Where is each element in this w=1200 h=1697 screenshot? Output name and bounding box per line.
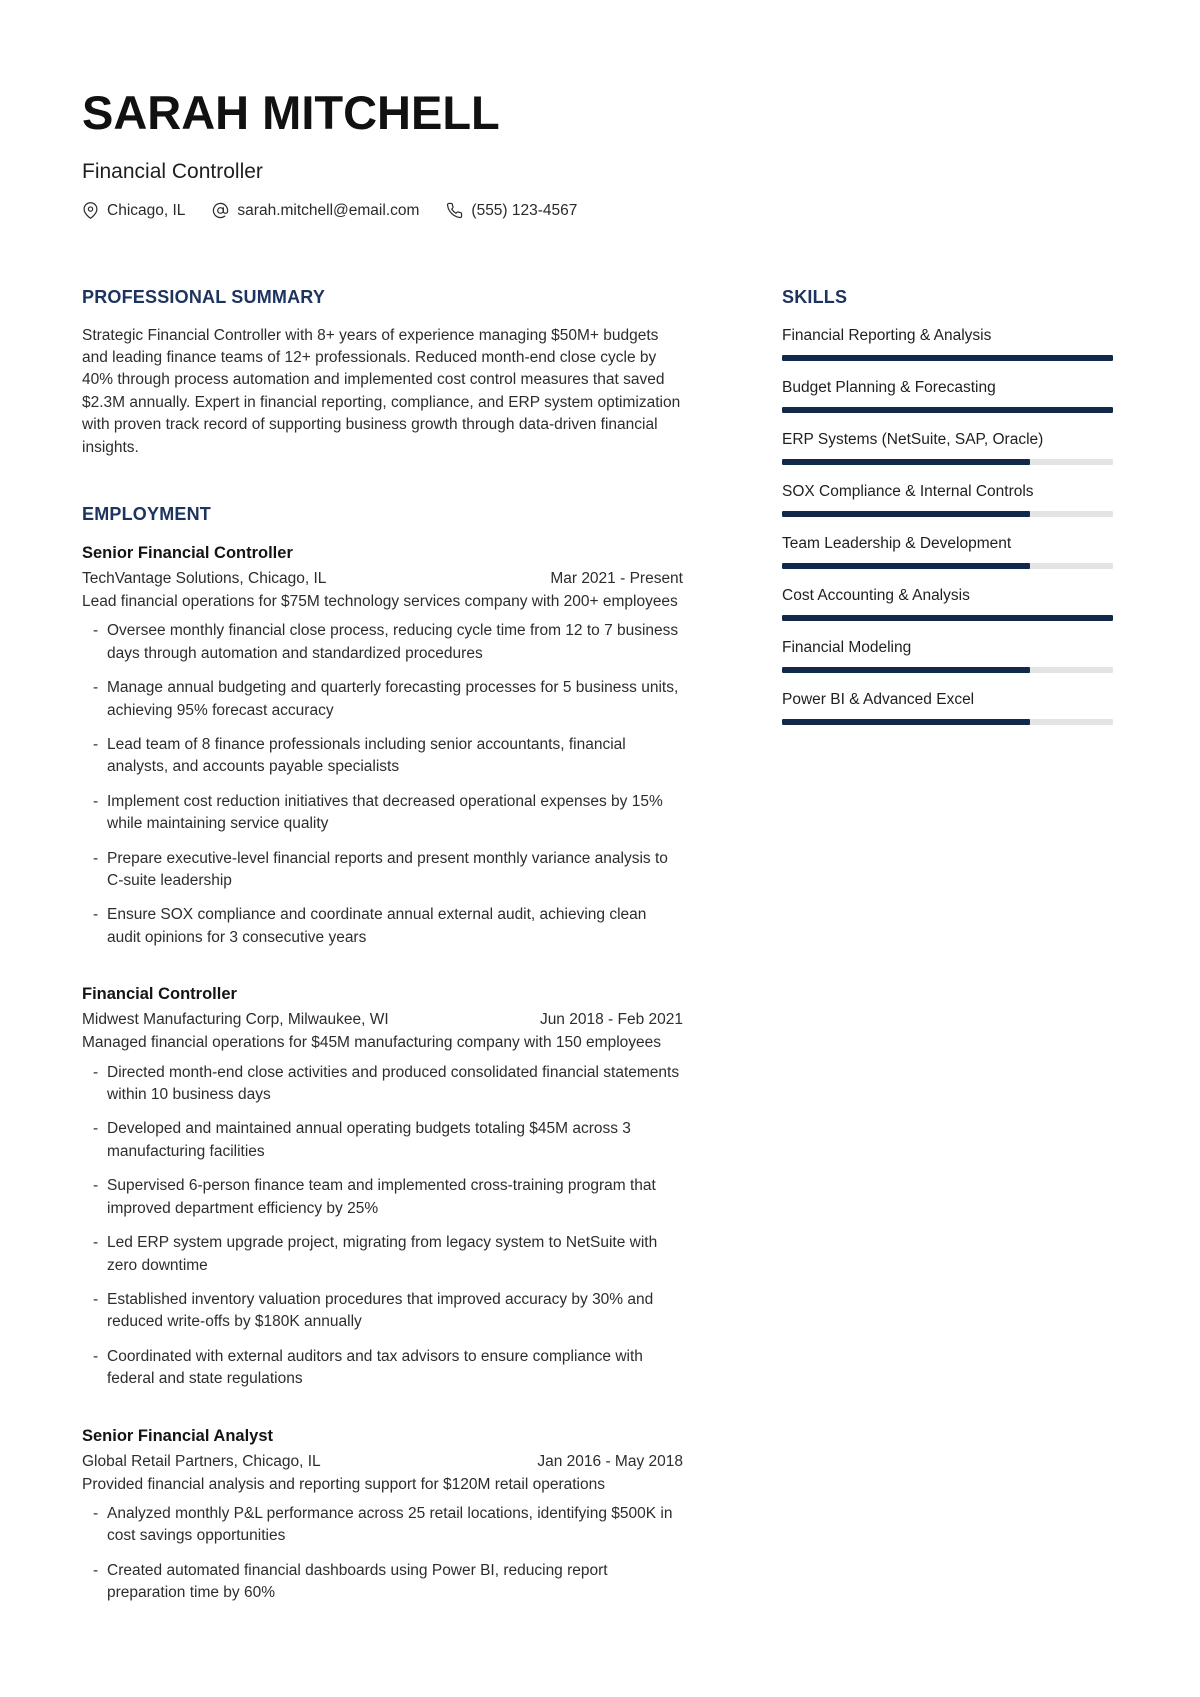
job-bullet	[82, 1062, 683, 1107]
resume-header	[82, 88, 1113, 220]
bullet-dash: -	[93, 1177, 99, 1195]
job-dates: Mar 2021 - Present	[550, 569, 683, 587]
skill-label: Cost Accounting & Analysis	[782, 586, 970, 604]
skill-bar-track	[782, 511, 1113, 517]
bullet-dash: -	[93, 1120, 99, 1138]
job-entry	[82, 983, 683, 1390]
map-pin-icon	[82, 202, 99, 219]
skill-item	[782, 533, 1113, 569]
contact-item	[82, 202, 185, 220]
bullet-dash: -	[93, 1234, 99, 1252]
job-bullet	[82, 1346, 683, 1391]
contact-text: Chicago, IL	[107, 201, 186, 219]
job-bullet	[82, 1118, 683, 1163]
skill-item	[782, 585, 1113, 621]
skill-bar-fill	[782, 667, 1030, 673]
contact-text: sarah.mitchell@email.com	[237, 201, 420, 219]
job-bullet	[82, 1289, 683, 1334]
skill-item	[782, 429, 1113, 465]
bullet-dash: -	[93, 1347, 99, 1365]
skill-bar-fill	[782, 615, 1113, 621]
bullet-text: Analyzed monthly P&L performance across 25 retail locations, identifying $500K in cost savings opportunities	[107, 1504, 673, 1545]
bullet-text: Coordinated with external auditors and tax advisors to ensure compliance with federal and state regulations	[107, 1347, 643, 1388]
bullet-text: Supervised 6-person finance team and implemented cross-training program that improved department efficiency by 25%	[107, 1177, 656, 1217]
contact-item	[446, 202, 577, 220]
skill-item	[782, 689, 1113, 725]
contact-text: (555) 123-4567	[471, 201, 578, 219]
skill-label: Budget Planning & Forecasting	[782, 378, 996, 396]
job-bullet	[82, 1560, 683, 1605]
skill-bar-track	[782, 459, 1113, 465]
job-summary: Managed financial operations for $45M manufacturing company with 150 employees	[82, 1034, 662, 1052]
bullet-dash: -	[93, 906, 99, 924]
bullet-text: Implement cost reduction initiatives that decreased operational expenses by 15% while maintaining service quality	[107, 792, 663, 833]
job-dates: Jan 2016 - May 2018	[537, 1452, 683, 1470]
skill-item	[782, 325, 1113, 361]
skill-label: Power BI & Advanced Excel	[782, 690, 975, 708]
skill-item	[782, 637, 1113, 673]
skill-bar-track	[782, 667, 1113, 673]
job-entry	[82, 1425, 683, 1605]
content-columns	[82, 286, 1113, 1605]
sidebar-column	[782, 286, 1113, 1605]
employment-section	[82, 503, 683, 1605]
job-company: TechVantage Solutions, Chicago, IL	[82, 569, 327, 587]
job-bullet	[82, 848, 683, 893]
contact-row	[82, 202, 1113, 220]
employment-section-heading: EMPLOYMENT	[82, 503, 212, 524]
bullet-dash: -	[93, 1290, 99, 1308]
job-bullet	[82, 1232, 683, 1277]
summary-section-heading: PROFESSIONAL SUMMARY	[82, 286, 326, 307]
bullet-text: Oversee monthly financial close process, reducing cycle time from 12 to 7 business days through automation and standardized procedures	[107, 622, 679, 662]
at-sign-icon	[212, 202, 229, 219]
job-dates: Jun 2018 - Feb 2021	[539, 1011, 683, 1029]
bullet-dash: -	[93, 849, 99, 867]
bullet-dash: -	[93, 622, 99, 640]
professional-summary-section	[82, 286, 683, 459]
skill-bar-fill	[782, 459, 1030, 465]
job-list	[82, 542, 683, 1605]
job-bullet-list	[82, 1503, 683, 1605]
job-bullet	[82, 791, 683, 836]
skill-list	[782, 325, 1113, 725]
job-summary: Lead financial operations for $75M technology services company with 200+ employees	[82, 592, 678, 610]
bullet-text: Manage annual budgeting and quarterly forecasting processes for 5 business units, achieving 95% forecast accuracy	[107, 679, 679, 719]
bullet-dash: -	[93, 736, 99, 753]
bullet-dash: -	[93, 1504, 99, 1522]
bullet-text: Prepare executive-level financial reports and present monthly variance analysis to C-suite leadership	[107, 849, 668, 890]
bullet-text: Led ERP system upgrade project, migrating from legacy system to NetSuite with zero downtime	[107, 1234, 658, 1274]
bullet-dash: -	[93, 1561, 99, 1579]
job-bullet	[82, 677, 683, 722]
bullet-text: Developed and maintained annual operating budgets totaling $45M across 3 manufacturing facilities	[107, 1120, 631, 1160]
skill-label: SOX Compliance & Internal Controls	[782, 482, 1034, 500]
job-position: Senior Financial Controller	[82, 543, 293, 562]
bullet-text: Established inventory valuation procedures that improved accuracy by 30% and reduced write-offs by $180K annually	[107, 1290, 654, 1331]
main-column	[82, 286, 683, 1605]
skill-bar-fill	[782, 511, 1030, 517]
job-entry	[82, 542, 683, 949]
job-bullet	[82, 1503, 683, 1548]
job-company: Global Retail Partners, Chicago, IL	[82, 1452, 321, 1470]
skill-label: Team Leadership & Development	[782, 534, 1012, 552]
job-summary: Provided financial analysis and reporting support for $120M retail operations	[82, 1475, 605, 1493]
skill-bar-fill	[782, 719, 1030, 725]
skills-section-heading: SKILLS	[782, 286, 848, 307]
skill-bar-track	[782, 615, 1113, 621]
job-bullet	[82, 734, 683, 779]
skill-bar-fill	[782, 355, 1113, 361]
bullet-text: Lead team of 8 finance professionals including senior accountants, financial analysts, and accounts payable specialists	[107, 736, 626, 776]
job-company: Midwest Manufacturing Corp, Milwaukee, WI	[82, 1011, 389, 1029]
phone-icon	[446, 202, 463, 219]
skills-section	[782, 286, 1113, 725]
skill-bar-track	[782, 355, 1113, 361]
job-bullet	[82, 1175, 683, 1220]
skill-label: Financial Modeling	[782, 638, 912, 656]
job-position: Senior Financial Analyst	[82, 1426, 274, 1445]
skill-label: ERP Systems (NetSuite, SAP, Oracle)	[782, 430, 1044, 448]
job-bullet-list	[82, 620, 683, 949]
skill-bar-track	[782, 719, 1113, 725]
bullet-dash: -	[93, 1063, 99, 1081]
person-job-title: Financial Controller	[82, 160, 263, 184]
job-position: Financial Controller	[82, 985, 237, 1004]
summary-text: Strategic Financial Controller with 8+ years of experience managing $50M+ budgets and leading finance teams of 12+ professionals. Reduced month-end close cycle by 40% through process automation and implemented cost control measures that saved $2.3M annually. Expert in financial reporting, compliance, and ERP system optimization with proven track record of supporting business growth through data-driven financial insights.	[82, 326, 681, 456]
skill-bar-track	[782, 407, 1113, 413]
job-bullet	[82, 620, 683, 665]
bullet-text: Ensure SOX compliance and coordinate annual external audit, achieving clean audit opinions for 3 consecutive years	[107, 906, 647, 946]
skill-bar-fill	[782, 407, 1113, 413]
skill-item	[782, 481, 1113, 517]
skill-label: Financial Reporting & Analysis	[782, 326, 992, 344]
contact-item	[212, 202, 419, 220]
bullet-text: Directed month-end close activities and produced consolidated financial statements within 10 business days	[107, 1063, 680, 1104]
bullet-text: Created automated financial dashboards using Power BI, reducing report preparation time by 60%	[107, 1561, 608, 1602]
bullet-dash: -	[93, 679, 99, 697]
bullet-dash: -	[93, 792, 99, 810]
skill-item	[782, 377, 1113, 413]
skill-bar-fill	[782, 563, 1030, 569]
skill-bar-track	[782, 563, 1113, 569]
person-name: SARAH MITCHELL	[82, 86, 500, 139]
job-bullet	[82, 904, 683, 949]
job-bullet-list	[82, 1062, 683, 1391]
